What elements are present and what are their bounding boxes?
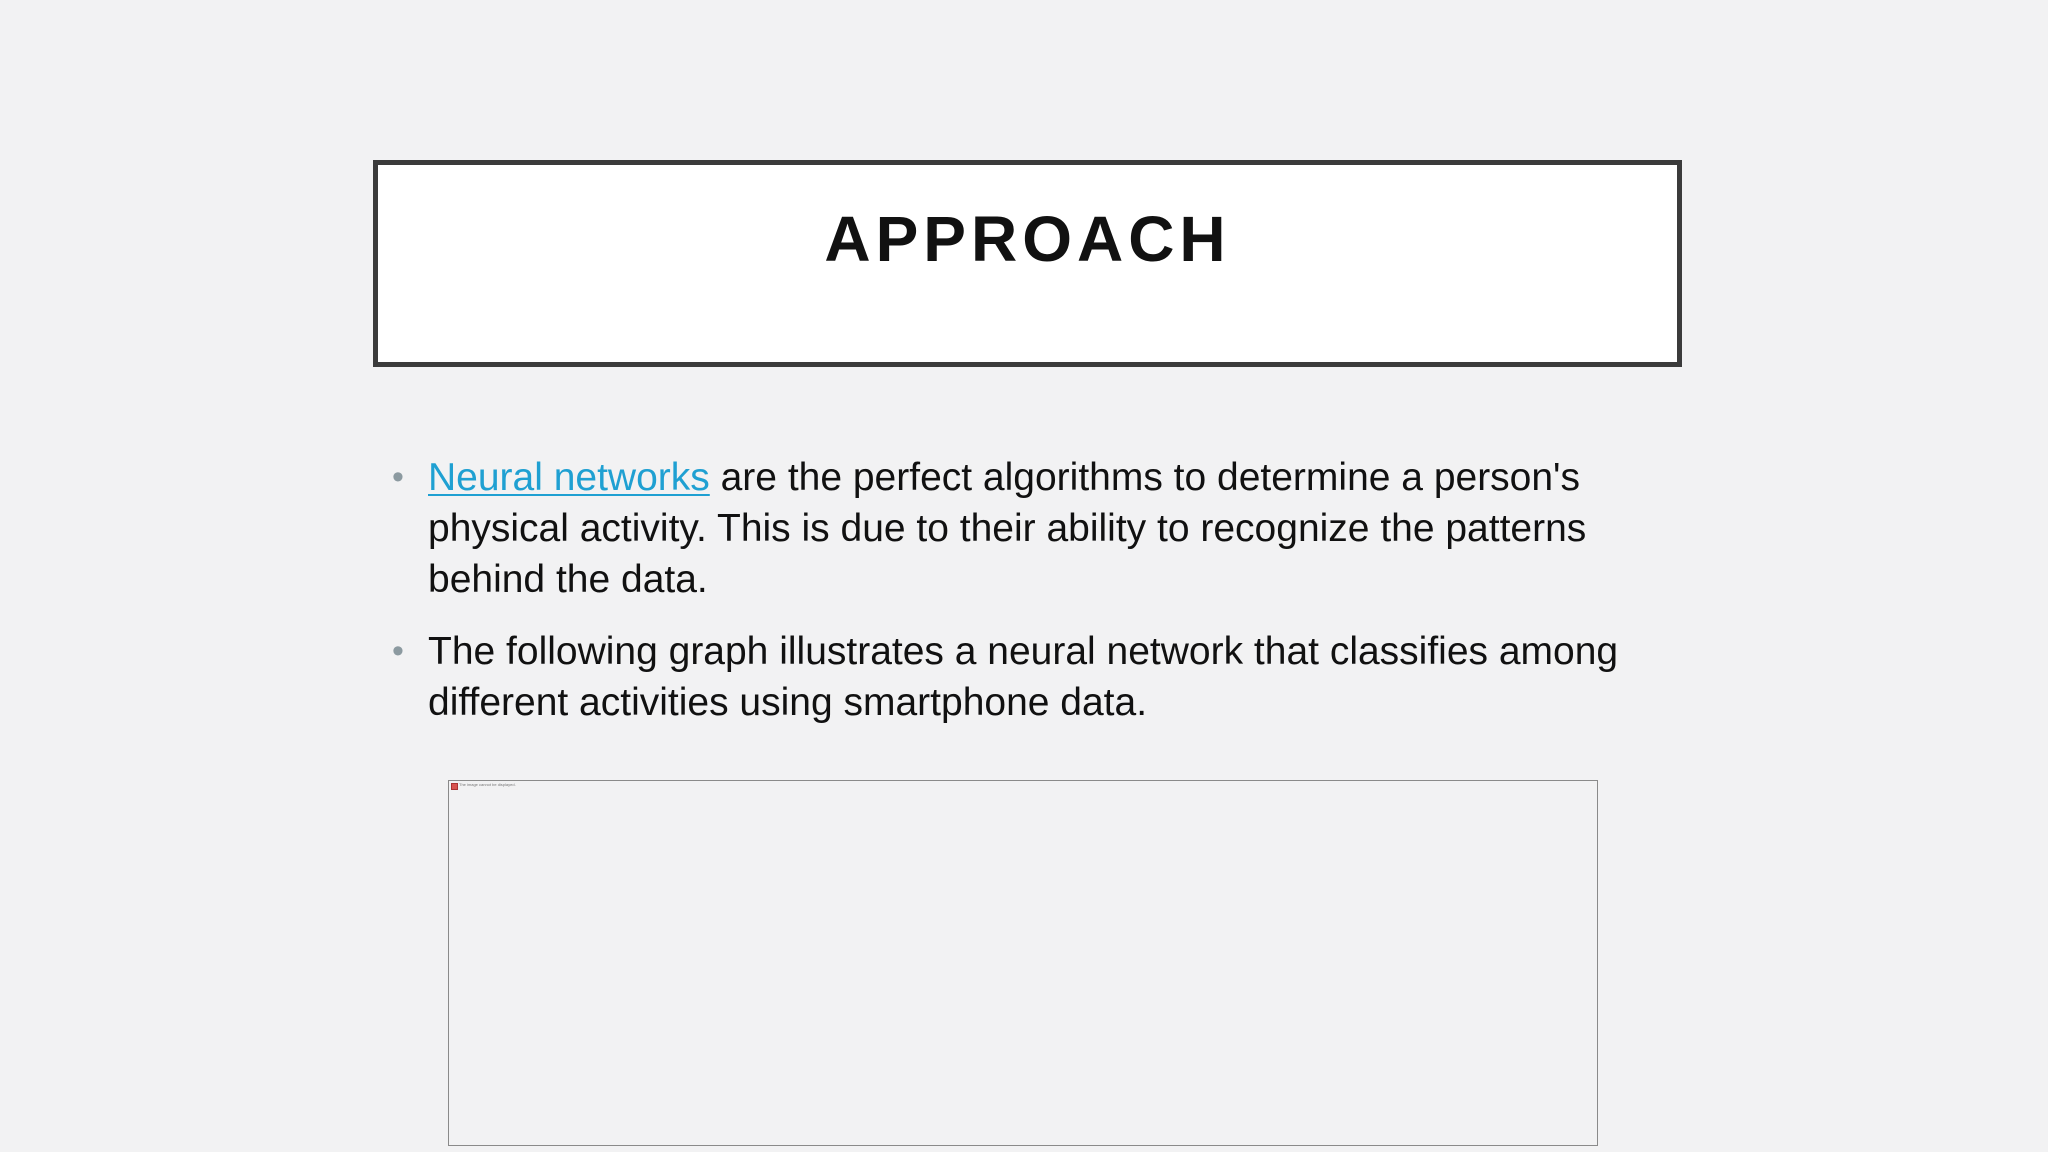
bullet-list xyxy=(388,452,1688,749)
bullet-icon: • xyxy=(392,458,404,496)
bullet-text: The following graph illustrates a neural network that classifies among different activities using smartphone data. xyxy=(428,630,1619,724)
bullet-text xyxy=(428,456,1586,601)
bullet-icon: • xyxy=(392,632,404,670)
slide-title: APPROACH xyxy=(824,203,1231,275)
title-box xyxy=(373,160,1682,367)
bullet-item xyxy=(388,626,1688,728)
bullet-body-text: are the perfect algorithms to determine a person's physical activity. This is due to their ability to recognize the patterns behind the data. xyxy=(428,456,1587,601)
broken-image-text: The image cannot be displayed. xyxy=(459,782,516,787)
neural-networks-link[interactable]: Neural networks xyxy=(428,456,710,499)
image-placeholder xyxy=(448,780,1598,1146)
bullet-item xyxy=(388,452,1688,605)
broken-image-icon xyxy=(451,783,458,790)
